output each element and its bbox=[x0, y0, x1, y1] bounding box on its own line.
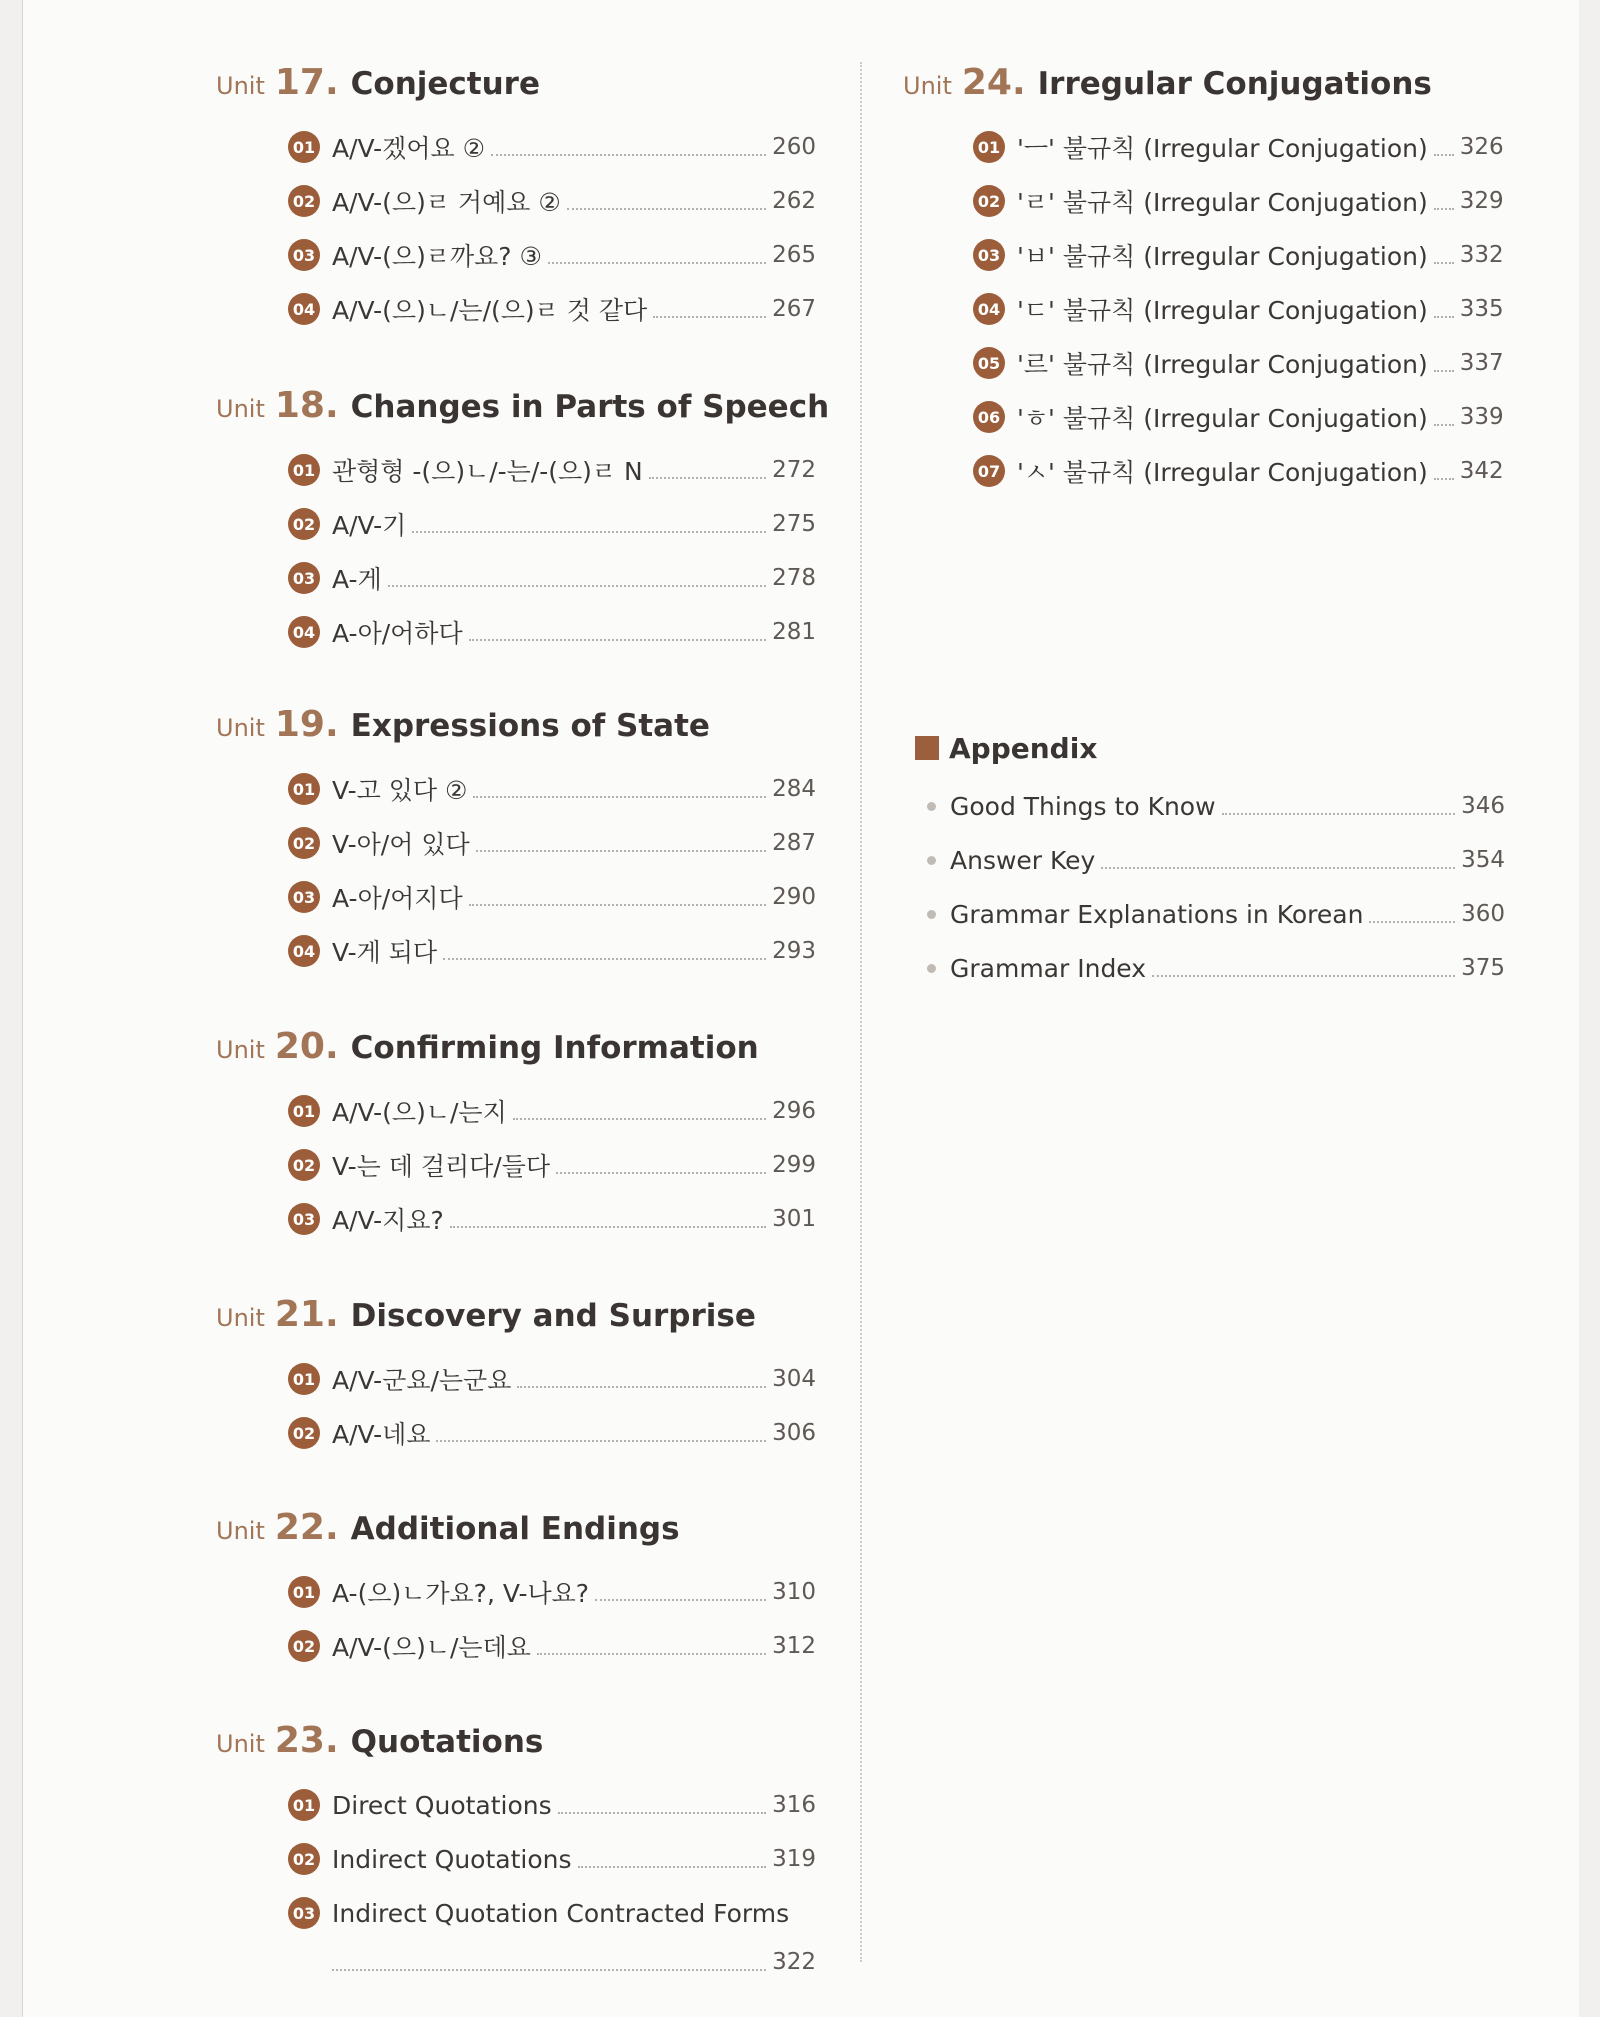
entry-label: Answer Key bbox=[950, 845, 1096, 875]
page-number: 335 bbox=[1459, 296, 1504, 322]
entry-label: 'ㄹ' 불규칙 (Irregular Conjugation) bbox=[1017, 188, 1428, 217]
unit-word: Unit bbox=[216, 72, 265, 100]
toc-entry[interactable] bbox=[288, 816, 816, 870]
dot-leader bbox=[558, 1812, 766, 1814]
page-number: 326 bbox=[1459, 134, 1504, 160]
entry-label: 'ㅡ' 불규칙 (Irregular Conjugation) bbox=[1017, 134, 1428, 163]
unit-heading bbox=[216, 1294, 816, 1344]
entry-label: A-(으)ㄴ가요?, V-나요? bbox=[332, 1579, 590, 1608]
dot-leader bbox=[1434, 424, 1454, 426]
entry-label: Direct Quotations bbox=[332, 1790, 552, 1820]
item-number-badge: 05 bbox=[973, 347, 1005, 379]
item-number-badge: 03 bbox=[288, 1897, 320, 1929]
unit-22-section bbox=[216, 1507, 816, 1673]
item-number-badge: 01 bbox=[288, 1576, 320, 1608]
entry-label: '르' 불규칙 (Irregular Conjugation) bbox=[1017, 350, 1428, 379]
unit-21-section bbox=[216, 1294, 816, 1460]
dot-leader bbox=[1222, 813, 1456, 815]
dot-leader bbox=[469, 639, 766, 641]
unit-number: 21. bbox=[274, 1294, 339, 1335]
toc-entry[interactable] bbox=[288, 443, 816, 497]
page-number: 284 bbox=[772, 776, 816, 802]
unit-number: 22. bbox=[274, 1507, 339, 1548]
unit-17-section bbox=[216, 62, 816, 336]
unit-24-section bbox=[903, 62, 1503, 498]
dot-leader bbox=[450, 1226, 766, 1228]
unit-word: Unit bbox=[216, 714, 265, 742]
page-number: 293 bbox=[772, 938, 816, 964]
item-number-badge: 03 bbox=[288, 562, 320, 594]
entry-label: A/V-군요/는군요 bbox=[332, 1366, 512, 1395]
page-number: 312 bbox=[772, 1633, 816, 1659]
toc-entry[interactable] bbox=[973, 174, 1503, 228]
toc-entry[interactable] bbox=[288, 1832, 816, 1886]
unit-number: 19. bbox=[274, 704, 339, 745]
page-number: 332 bbox=[1459, 242, 1504, 268]
dot-leader bbox=[517, 1386, 766, 1388]
dot-bullet-icon bbox=[927, 802, 936, 811]
item-number-badge: 03 bbox=[288, 881, 320, 913]
entry-label: 'ㅂ' 불규칙 (Irregular Conjugation) bbox=[1017, 242, 1428, 271]
entry-label: V-게 되다 bbox=[332, 938, 438, 967]
unit-heading bbox=[216, 1507, 816, 1557]
item-number-badge: 04 bbox=[288, 293, 320, 325]
entry-label: A/V-지요? bbox=[332, 1206, 444, 1235]
item-number-badge: 07 bbox=[973, 455, 1005, 487]
entry-label: A/V-(으)ㄴ/는/(으)ㄹ 것 같다 bbox=[332, 296, 648, 325]
page-number: 301 bbox=[772, 1206, 816, 1232]
unit-word: Unit bbox=[216, 395, 265, 423]
page-number: 262 bbox=[772, 188, 816, 214]
item-number-badge: 01 bbox=[288, 131, 320, 163]
dot-leader bbox=[1434, 316, 1454, 318]
entry-label: A-아/어하다 bbox=[332, 619, 463, 648]
page-number: 275 bbox=[772, 511, 816, 537]
dot-leader bbox=[1434, 154, 1454, 156]
unit-number: 17. bbox=[274, 62, 339, 103]
entry-label: V-고 있다 ② bbox=[332, 776, 468, 805]
entry-label: A-아/어지다 bbox=[332, 884, 463, 913]
item-number-badge: 02 bbox=[288, 1843, 320, 1875]
entry-label: A/V-(으)ㄴ/는지 bbox=[332, 1098, 507, 1127]
toc-entry[interactable] bbox=[288, 1886, 816, 1984]
dot-leader bbox=[1101, 867, 1455, 869]
toc-entry[interactable] bbox=[288, 174, 816, 228]
unit-word: Unit bbox=[903, 72, 952, 100]
entry-label: V-는 데 걸리다/들다 bbox=[332, 1152, 551, 1181]
dot-leader bbox=[1434, 478, 1454, 480]
unit-heading bbox=[216, 1720, 816, 1770]
dot-leader bbox=[443, 958, 766, 960]
unit-number: 20. bbox=[274, 1026, 339, 1067]
book-page bbox=[22, 0, 1579, 2017]
toc-entry[interactable] bbox=[288, 120, 816, 174]
entry-label: 'ㅅ' 불규칙 (Irregular Conjugation) bbox=[1017, 458, 1428, 487]
toc-entry[interactable] bbox=[288, 1619, 816, 1673]
toc-entry[interactable] bbox=[973, 336, 1503, 390]
unit-title: Conjecture bbox=[350, 66, 540, 102]
entry-label: A/V-네요 bbox=[332, 1420, 431, 1449]
toc-entry[interactable] bbox=[288, 1406, 816, 1460]
unit-23-section bbox=[216, 1720, 816, 1984]
page-number: 267 bbox=[772, 296, 816, 322]
dot-leader bbox=[476, 850, 766, 852]
unit-title: Confirming Information bbox=[350, 1030, 759, 1066]
dot-leader bbox=[1434, 262, 1454, 264]
appendix-entry[interactable] bbox=[915, 779, 1505, 833]
page-number: 306 bbox=[772, 1420, 816, 1446]
dot-leader bbox=[1369, 921, 1455, 923]
item-number-badge: 02 bbox=[288, 508, 320, 540]
column-divider bbox=[860, 62, 862, 1962]
dot-leader bbox=[556, 1172, 766, 1174]
appendix-entry[interactable] bbox=[915, 941, 1505, 995]
page-number: 337 bbox=[1459, 350, 1504, 376]
toc-entry[interactable] bbox=[973, 444, 1503, 498]
unit-title: Discovery and Surprise bbox=[350, 1298, 756, 1334]
unit-title: Changes in Parts of Speech bbox=[350, 389, 830, 425]
item-number-badge: 03 bbox=[288, 239, 320, 271]
entry-label: 관형형 -(으)ㄴ/-는/-(으)ㄹ N bbox=[332, 457, 643, 486]
dot-bullet-icon bbox=[927, 910, 936, 919]
entry-label: Grammar Index bbox=[950, 953, 1147, 983]
dot-leader bbox=[578, 1866, 767, 1868]
page-number: 339 bbox=[1459, 404, 1504, 430]
toc-entry[interactable] bbox=[288, 497, 816, 551]
toc-entry[interactable] bbox=[288, 1084, 816, 1138]
page-number: 304 bbox=[772, 1366, 816, 1392]
unit-title: Expressions of State bbox=[350, 708, 710, 744]
entry-label: Good Things to Know bbox=[950, 791, 1216, 821]
toc-entry[interactable] bbox=[973, 120, 1503, 174]
dot-bullet-icon bbox=[927, 964, 936, 973]
entry-label: A/V-(으)ㄹ 거예요 ② bbox=[332, 188, 561, 217]
dot-leader bbox=[567, 208, 766, 210]
toc-entry[interactable] bbox=[288, 1192, 816, 1246]
dot-leader bbox=[548, 262, 766, 264]
page-number: 375 bbox=[1461, 955, 1505, 981]
unit-title: Irregular Conjugations bbox=[1037, 66, 1432, 102]
toc-entry[interactable] bbox=[973, 228, 1503, 282]
page-number: 346 bbox=[1461, 793, 1505, 819]
item-number-badge: 01 bbox=[288, 1363, 320, 1395]
dot-leader bbox=[469, 904, 766, 906]
dot-leader bbox=[1434, 208, 1454, 210]
toc-entry[interactable] bbox=[288, 1352, 816, 1406]
unit-heading bbox=[216, 704, 816, 754]
unit-heading bbox=[216, 62, 816, 112]
unit-20-section bbox=[216, 1026, 816, 1246]
unit-heading bbox=[216, 1026, 816, 1076]
page-number: 316 bbox=[772, 1792, 816, 1818]
item-number-badge: 02 bbox=[973, 185, 1005, 217]
page-number: 265 bbox=[772, 242, 816, 268]
page-number: 296 bbox=[772, 1098, 816, 1124]
page-number: 354 bbox=[1461, 847, 1505, 873]
entry-label: Indirect Quotations bbox=[332, 1844, 572, 1874]
item-number-badge: 01 bbox=[288, 1095, 320, 1127]
dot-leader bbox=[412, 531, 766, 533]
page-number: 342 bbox=[1459, 458, 1504, 484]
dot-leader bbox=[649, 477, 766, 479]
item-number-badge: 01 bbox=[288, 773, 320, 805]
entry-label: Grammar Explanations in Korean bbox=[950, 899, 1364, 929]
entry-label: Indirect Quotation Contracted Forms bbox=[332, 1898, 790, 1928]
entry-label: A-게 bbox=[332, 565, 382, 594]
item-number-badge: 02 bbox=[288, 1417, 320, 1449]
item-number-badge: 03 bbox=[973, 239, 1005, 271]
dot-leader bbox=[513, 1118, 766, 1120]
unit-word: Unit bbox=[216, 1304, 265, 1332]
square-bullet-icon bbox=[915, 736, 939, 760]
page-number: 319 bbox=[772, 1846, 816, 1872]
page-number: 290 bbox=[772, 884, 816, 910]
unit-number: 18. bbox=[274, 385, 339, 426]
page-number: 260 bbox=[772, 134, 816, 160]
item-number-badge: 01 bbox=[973, 131, 1005, 163]
toc-entry[interactable] bbox=[288, 605, 816, 659]
appendix-title: Appendix bbox=[949, 731, 1098, 765]
dot-leader bbox=[388, 585, 766, 587]
toc-entry[interactable] bbox=[288, 762, 816, 816]
unit-title: Quotations bbox=[350, 1724, 544, 1760]
dot-leader bbox=[595, 1599, 766, 1601]
entry-label: A/V-기 bbox=[332, 511, 407, 540]
toc-entry[interactable] bbox=[288, 924, 816, 978]
entry-label: A/V-겠어요 ② bbox=[332, 134, 485, 163]
unit-heading bbox=[903, 62, 1503, 112]
page-number: 310 bbox=[772, 1579, 816, 1605]
item-number-badge: 02 bbox=[288, 185, 320, 217]
item-number-badge: 02 bbox=[288, 827, 320, 859]
unit-title: Additional Endings bbox=[350, 1511, 680, 1547]
dot-leader bbox=[1434, 370, 1454, 372]
dot-leader bbox=[491, 154, 766, 156]
toc-entry[interactable] bbox=[288, 551, 816, 605]
dot-leader bbox=[537, 1653, 766, 1655]
item-number-badge: 01 bbox=[288, 1789, 320, 1821]
item-number-badge: 03 bbox=[288, 1203, 320, 1235]
item-number-badge: 06 bbox=[973, 401, 1005, 433]
toc-entry[interactable] bbox=[288, 1565, 816, 1619]
unit-word: Unit bbox=[216, 1036, 265, 1064]
item-number-badge: 01 bbox=[288, 454, 320, 486]
item-number-badge: 02 bbox=[288, 1630, 320, 1662]
unit-number: 24. bbox=[961, 62, 1026, 103]
entry-label: V-아/어 있다 bbox=[332, 830, 470, 859]
unit-word: Unit bbox=[216, 1730, 265, 1758]
appendix-heading bbox=[915, 725, 1505, 771]
item-number-badge: 04 bbox=[288, 616, 320, 648]
entry-label: 'ㅎ' 불규칙 (Irregular Conjugation) bbox=[1017, 404, 1428, 433]
entry-label: A/V-(으)ㄹ까요? ③ bbox=[332, 242, 542, 271]
page-number: 360 bbox=[1461, 901, 1505, 927]
unit-heading bbox=[216, 385, 830, 435]
item-number-badge: 02 bbox=[288, 1149, 320, 1181]
entry-label: A/V-(으)ㄴ/는데요 bbox=[332, 1633, 531, 1662]
appendix-entry[interactable] bbox=[915, 833, 1505, 887]
page-number: 299 bbox=[772, 1152, 816, 1178]
dot-leader bbox=[473, 796, 766, 798]
appendix-section bbox=[915, 725, 1505, 995]
dot-leader bbox=[1152, 975, 1455, 977]
dot-leader bbox=[653, 316, 766, 318]
unit-number: 23. bbox=[274, 1720, 339, 1761]
dot-leader bbox=[332, 1969, 766, 1971]
toc-entry[interactable] bbox=[288, 228, 816, 282]
page-number: 287 bbox=[772, 830, 816, 856]
page-number: 322 bbox=[772, 1949, 816, 1975]
toc-entry[interactable] bbox=[973, 282, 1503, 336]
page-number: 281 bbox=[772, 619, 816, 645]
appendix-entry[interactable] bbox=[915, 887, 1505, 941]
page-number: 278 bbox=[772, 565, 816, 591]
page-number: 329 bbox=[1459, 188, 1504, 214]
toc-entry[interactable] bbox=[288, 870, 816, 924]
dot-leader bbox=[436, 1440, 766, 1442]
dot-bullet-icon bbox=[927, 856, 936, 865]
item-number-badge: 04 bbox=[973, 293, 1005, 325]
unit-19-section bbox=[216, 704, 816, 978]
page-number: 272 bbox=[772, 457, 816, 483]
unit-word: Unit bbox=[216, 1517, 265, 1545]
entry-label: 'ㄷ' 불규칙 (Irregular Conjugation) bbox=[1017, 296, 1428, 325]
item-number-badge: 04 bbox=[288, 935, 320, 967]
unit-18-section bbox=[216, 385, 830, 659]
toc-entry[interactable] bbox=[973, 390, 1503, 444]
toc-entry[interactable] bbox=[288, 1778, 816, 1832]
toc-entry[interactable] bbox=[288, 1138, 816, 1192]
toc-entry[interactable] bbox=[288, 282, 816, 336]
